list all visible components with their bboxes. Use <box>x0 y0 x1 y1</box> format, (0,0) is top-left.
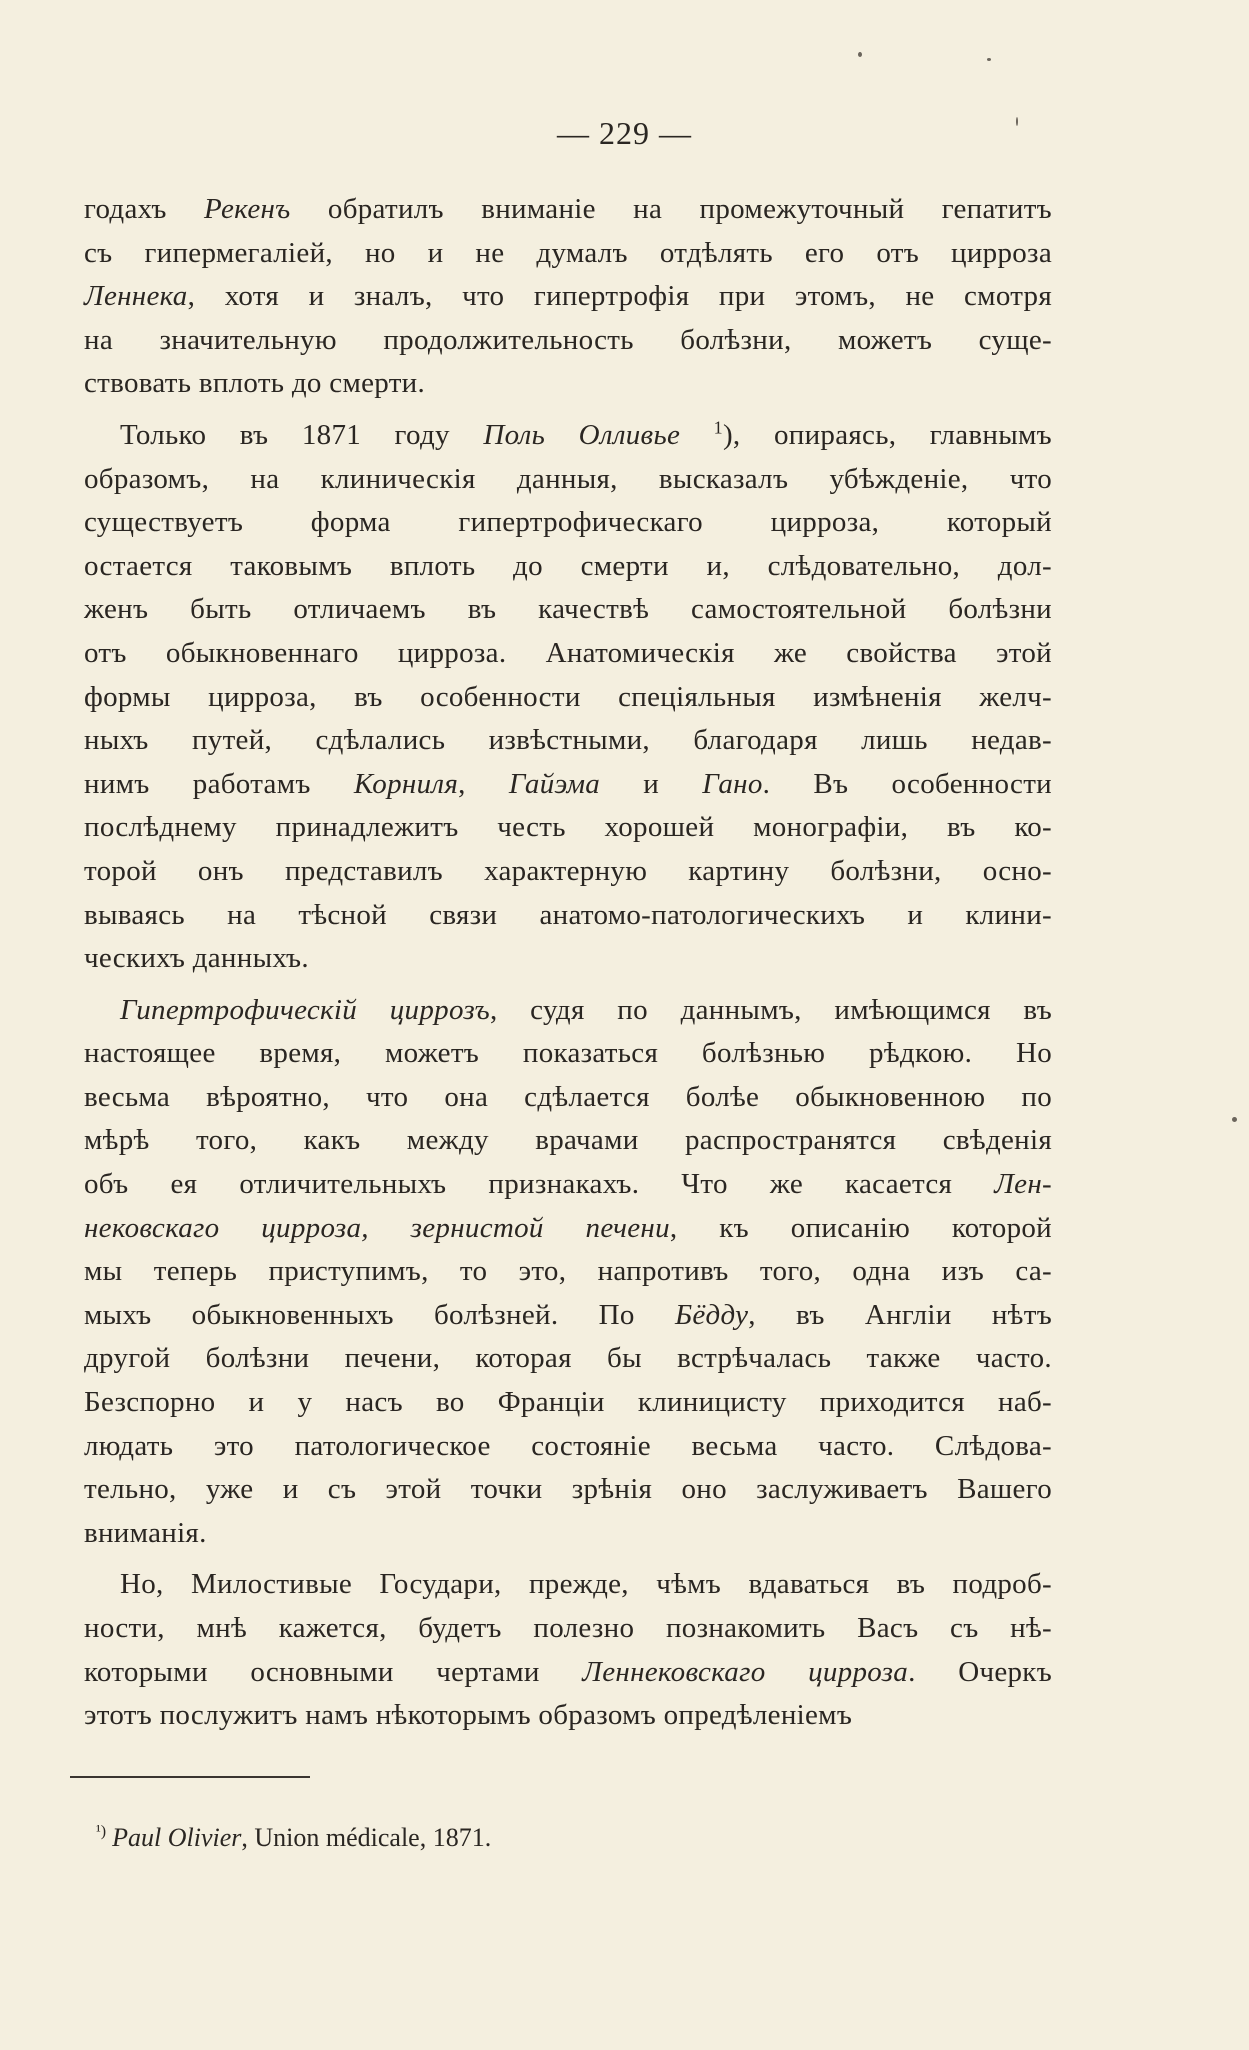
italic-run: нековскаго цирроза, зернистой печени <box>84 1211 670 1244</box>
footnote-author: Paul Olivier <box>112 1823 242 1852</box>
text-line <box>84 501 1052 545</box>
text-run: годахъ <box>84 193 205 225</box>
text-run: настоящее время, можетъ показаться болѣзнью рѣдкою. Но <box>84 1037 1052 1070</box>
text-line <box>84 362 1052 406</box>
text-line <box>84 719 1052 763</box>
text-line <box>84 1381 1052 1425</box>
text-line <box>84 588 1052 632</box>
text-line <box>84 1294 1052 1338</box>
italic-run: Гано <box>702 767 763 800</box>
text-run: ныхъ путей, сдѣлались извѣстными, благодаря лишь недав- <box>84 724 1052 757</box>
italic-run: Гайэма <box>508 767 601 800</box>
text-run: , хотя и зналъ, что гипертрофія при этомъ, не смотря <box>187 280 1052 313</box>
paper-speck <box>858 52 862 57</box>
footnote-rule <box>70 1776 310 1778</box>
text-line <box>84 850 1052 894</box>
footnote-ref: 1 <box>713 417 723 438</box>
italic-run: Лен- <box>994 1168 1052 1201</box>
text-run: объ ея отличительныхъ признакахъ. Что же касается <box>84 1168 995 1201</box>
text-run: тельно, уже и съ этой точки зрѣнія оно заслуживаетъ Вашего <box>84 1473 1052 1506</box>
text-run: вываясь на тѣсной связи анатомо-патологическихъ и клини- <box>84 898 1052 931</box>
text-line <box>84 1250 1052 1294</box>
footnote-source: , Union médicale, 1871. <box>241 1823 492 1852</box>
italic-run: Гипертрофическій циррозъ <box>120 993 490 1026</box>
text-run: образомъ, на клиническія данныя, высказалъ убѣжденіе, что <box>84 462 1052 495</box>
text-line <box>84 1207 1052 1251</box>
italic-run: Леннека <box>84 280 188 313</box>
text-line <box>84 414 1052 458</box>
italic-run: Бёдду <box>674 1298 749 1331</box>
footnote-mark: ¹) <box>96 1823 107 1841</box>
text-run: обратилъ вниманіе на промежуточный гепатитъ <box>290 193 1052 225</box>
text-run: этотъ послужитъ намъ нѣкоторымъ образомъ опредѣленіемъ <box>84 1699 853 1732</box>
text-line <box>84 989 1052 1033</box>
text-run: весьма вѣроятно, что она сдѣлается болѣе обыкновенною по <box>84 1080 1052 1113</box>
text-run: и <box>600 767 703 800</box>
footnote <box>96 1823 491 1853</box>
text-line <box>84 676 1052 720</box>
italic-run: Поль Олливье <box>483 418 681 451</box>
text-run: , въ Англіи нѣтъ <box>748 1298 1052 1331</box>
body-text <box>84 188 1052 1738</box>
text-run: людать это патологическое состояніе весьма часто. Слѣдова- <box>84 1429 1052 1462</box>
text-line <box>84 1076 1052 1120</box>
text-run: другой болѣзни печени, которая бы встрѣчалась также часто. <box>84 1342 1052 1375</box>
text-line <box>84 1651 1052 1695</box>
text-line <box>84 1337 1052 1381</box>
text-line <box>84 275 1052 319</box>
text-run: остается таковымъ вплоть до смерти и, слѣдовательно, дол- <box>84 549 1052 582</box>
text-run: . Въ особенности <box>762 767 1052 800</box>
text-run: на значительную продолжительность болѣзни, можетъ суще- <box>84 323 1052 356</box>
text-run: Безспорно и у насъ во Франціи клиницисту приходится наб- <box>84 1386 1052 1419</box>
text-run: нимъ работамъ <box>84 767 354 800</box>
text-line <box>84 894 1052 938</box>
text-run: , къ описанію которой <box>669 1211 1052 1244</box>
text-run: женъ быть отличаемъ въ качествѣ самостоятельной болѣзни <box>84 593 1052 626</box>
text-line <box>84 1032 1052 1076</box>
italic-run: Леннековскаго цирроза <box>582 1655 909 1688</box>
text-run: формы цирроза, въ особенности спеціяльныя измѣненія желч- <box>84 680 1052 713</box>
text-run: Только въ 1871 году <box>120 418 484 451</box>
text-line <box>84 806 1052 850</box>
text-run: , <box>458 767 509 800</box>
text-line <box>84 1563 1052 1607</box>
text-line <box>84 632 1052 676</box>
italic-run: Корниля <box>353 767 459 800</box>
text-run: отъ обыкновеннаго цирроза. Анатомическія же свойства этой <box>84 636 1052 669</box>
text-line <box>84 319 1052 363</box>
text-line <box>84 1163 1052 1207</box>
text-line <box>84 1119 1052 1163</box>
text-run: ности, мнѣ кажется, будетъ полезно познакомить Васъ съ нѣ- <box>84 1612 1052 1644</box>
text-run <box>680 419 714 451</box>
text-run: вниманія. <box>84 1516 207 1549</box>
text-line <box>84 1425 1052 1469</box>
text-run: мѣрѣ того, какъ между врачами распространятся свѣденія <box>84 1124 1052 1157</box>
text-line <box>84 188 1052 232</box>
text-line <box>84 1694 1052 1738</box>
text-line <box>84 545 1052 589</box>
text-run: торой онъ представилъ характерную картину болѣзни, осно- <box>84 854 1052 887</box>
paper-speck <box>1232 1117 1237 1122</box>
text-run: . Очеркъ <box>908 1655 1052 1688</box>
text-run: мыхъ обыкновенныхъ болѣзней. По <box>84 1298 675 1331</box>
text-run: ствовать вплоть до смерти. <box>84 367 426 400</box>
paper-speck <box>1016 117 1018 126</box>
text-run: которыми основными чертами <box>84 1655 583 1688</box>
text-line <box>84 458 1052 502</box>
text-line <box>84 1512 1052 1556</box>
italic-run: Рекенъ <box>204 193 291 225</box>
text-run: ), опираясь, главнымъ <box>722 418 1052 451</box>
text-run: Но, Милостивые Государи, прежде, чѣмъ вдаваться въ подроб- <box>120 1568 1052 1601</box>
text-run: съ гипермегаліей, но и не думалъ отдѣлять его отъ цирроза <box>84 236 1052 269</box>
paper-speck <box>987 58 991 61</box>
text-run: послѣднему принадлежитъ честь хорошей монографіи, въ ко- <box>84 811 1052 844</box>
text-line <box>84 232 1052 276</box>
text-run: мы теперь приступимъ, то это, напротивъ того, одна изъ са- <box>84 1255 1052 1288</box>
text-line <box>84 1607 1052 1651</box>
text-run: существуетъ форма гипертрофическаго цирроза, который <box>84 506 1052 539</box>
text-line <box>84 763 1052 807</box>
text-run: , судя по даннымъ, имѣющимся въ <box>489 993 1052 1026</box>
text-line <box>84 1468 1052 1512</box>
text-line <box>84 937 1052 981</box>
text-run: ческихъ данныхъ. <box>84 942 309 975</box>
page-number: — 229 — <box>557 115 692 151</box>
